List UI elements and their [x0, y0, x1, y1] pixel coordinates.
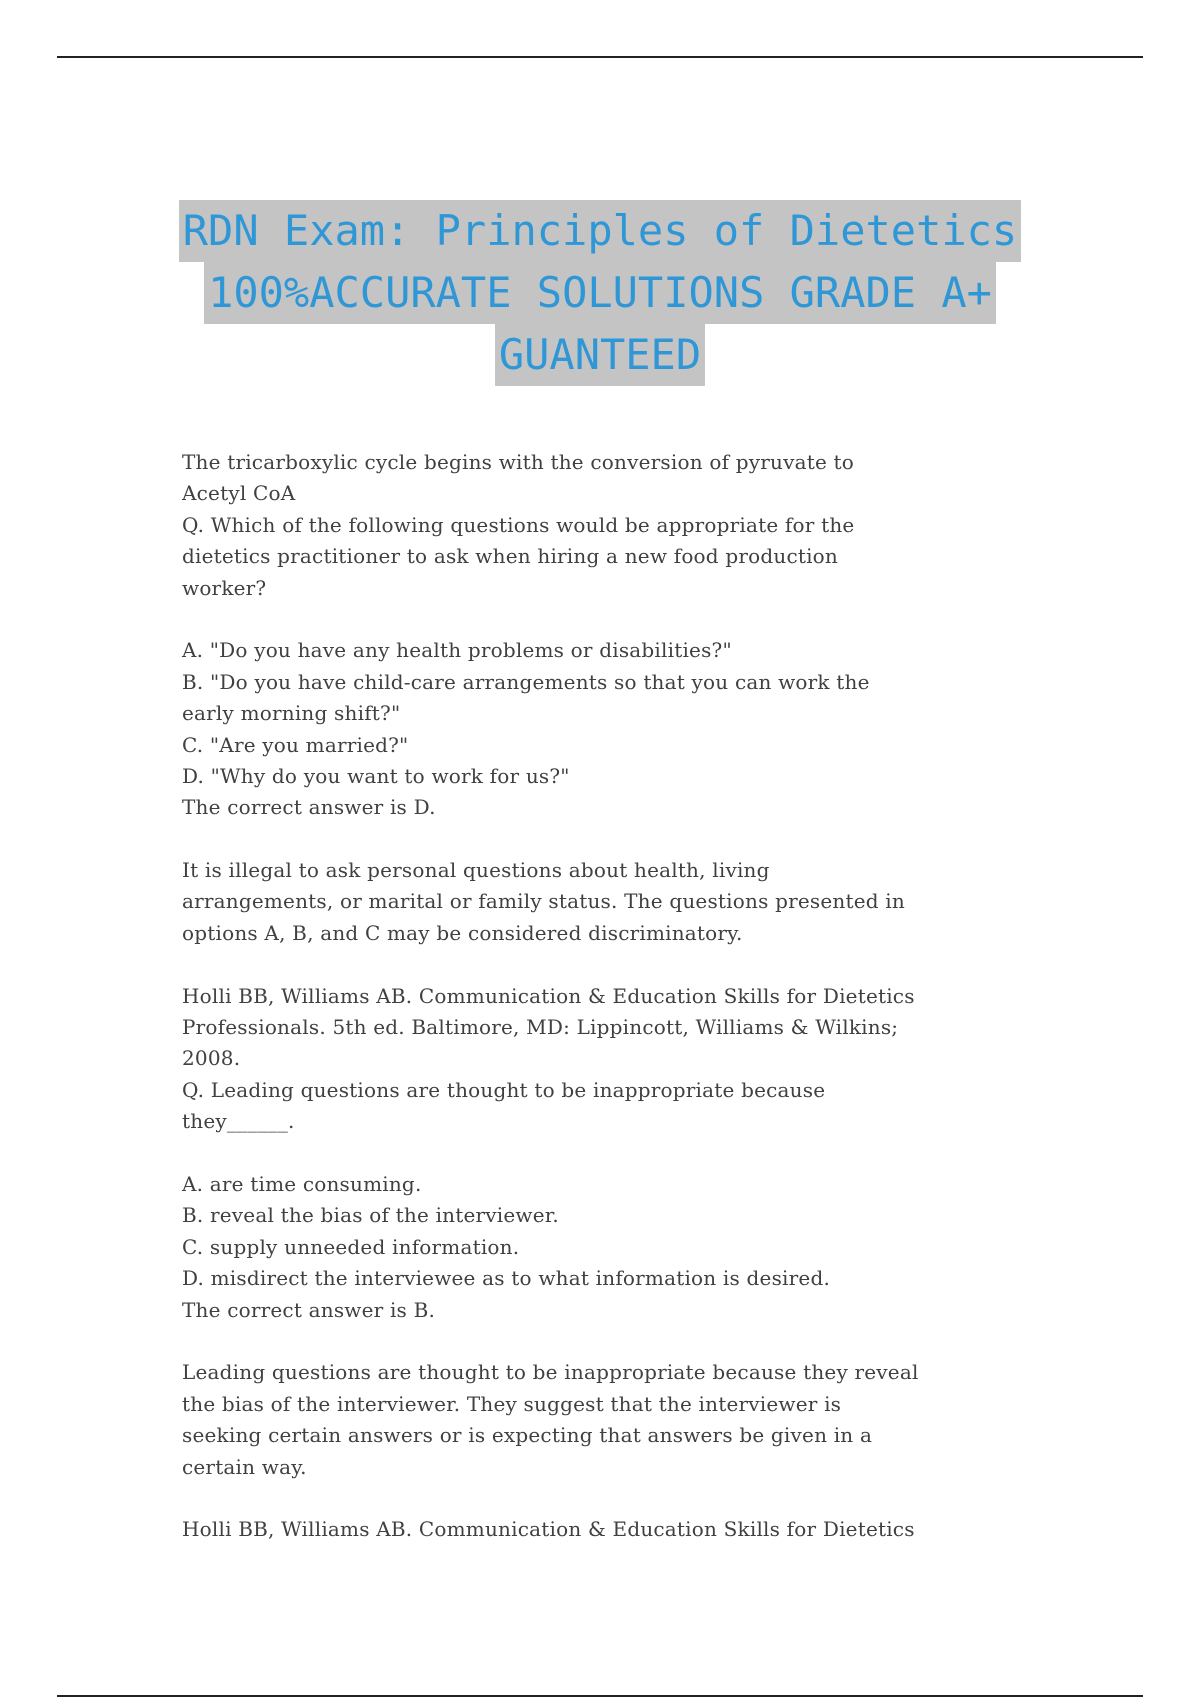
explanation-line: Leading questions are thought to be inappropriate because they reveal: [182, 1360, 919, 1385]
explanation-line: arrangements, or marital or family status. The questions presented in: [182, 889, 905, 914]
title-line-1: RDN Exam: Principles of Dietetics: [179, 200, 1021, 262]
document-title: [100, 200, 1100, 386]
answer-option: D. "Why do you want to work for us?": [182, 763, 570, 788]
answer-option: C. supply unneeded information.: [182, 1234, 520, 1259]
answer-option: early morning shift?": [182, 701, 401, 726]
explanation-line: It is illegal to ask personal questions about health, living: [182, 858, 770, 883]
bottom-rule: [57, 1695, 1143, 1697]
blank-line: [182, 949, 1142, 980]
reference-line: 2008.: [182, 1046, 241, 1071]
answer-option: B. reveal the bias of the interviewer.: [182, 1203, 559, 1228]
blank-line: [182, 1483, 1142, 1514]
question-line: they______.: [182, 1109, 295, 1134]
explanation-line: seeking certain answers or is expecting that answers be given in a: [182, 1423, 873, 1448]
answer-option: D. misdirect the interviewee as to what information is desired.: [182, 1266, 831, 1291]
text-line: The tricarboxylic cycle begins with the conversion of pyruvate to: [182, 450, 855, 474]
title-line-2: 100%ACCURATE SOLUTIONS GRADE A+: [204, 262, 996, 324]
answer-option: B. "Do you have child-care arrangements so that you can work the: [182, 669, 870, 694]
blank-line: [182, 824, 1142, 855]
reference-line: Holli BB, Williams AB. Communication & Education Skills for Dietetics: [182, 1517, 915, 1542]
reference-line: Holli BB, Williams AB. Communication & Education Skills for Dietetics: [182, 983, 915, 1008]
question-line: dietetics practitioner to ask when hiring a new food production: [182, 544, 839, 569]
blank-line: [182, 1138, 1142, 1169]
explanation-line: the bias of the interviewer. They suggest that the interviewer is: [182, 1391, 842, 1416]
explanation-line: certain way.: [182, 1454, 307, 1479]
blank-line: [182, 1326, 1142, 1357]
document-body: [182, 447, 1142, 1546]
answer-option: A. "Do you have any health problems or disabilities?": [182, 638, 732, 663]
title-line-3: GUANTEED: [495, 324, 705, 386]
top-rule: [57, 56, 1143, 58]
text-line: Acetyl CoA: [182, 481, 296, 506]
answer-option: A. are time consuming.: [182, 1171, 422, 1196]
explanation-line: options A, B, and C may be considered discriminatory.: [182, 920, 743, 945]
correct-answer: The correct answer is D.: [182, 795, 436, 820]
correct-answer: The correct answer is B.: [182, 1297, 436, 1322]
question-line: worker?: [182, 575, 267, 600]
question-line: Q. Which of the following questions would be appropriate for the: [182, 512, 855, 537]
answer-option: C. "Are you married?": [182, 732, 409, 757]
blank-line: [182, 604, 1142, 635]
reference-line: Professionals. 5th ed. Baltimore, MD: Lippincott, Williams & Wilkins;: [182, 1015, 899, 1040]
question-line: Q. Leading questions are thought to be inappropriate because: [182, 1077, 826, 1102]
